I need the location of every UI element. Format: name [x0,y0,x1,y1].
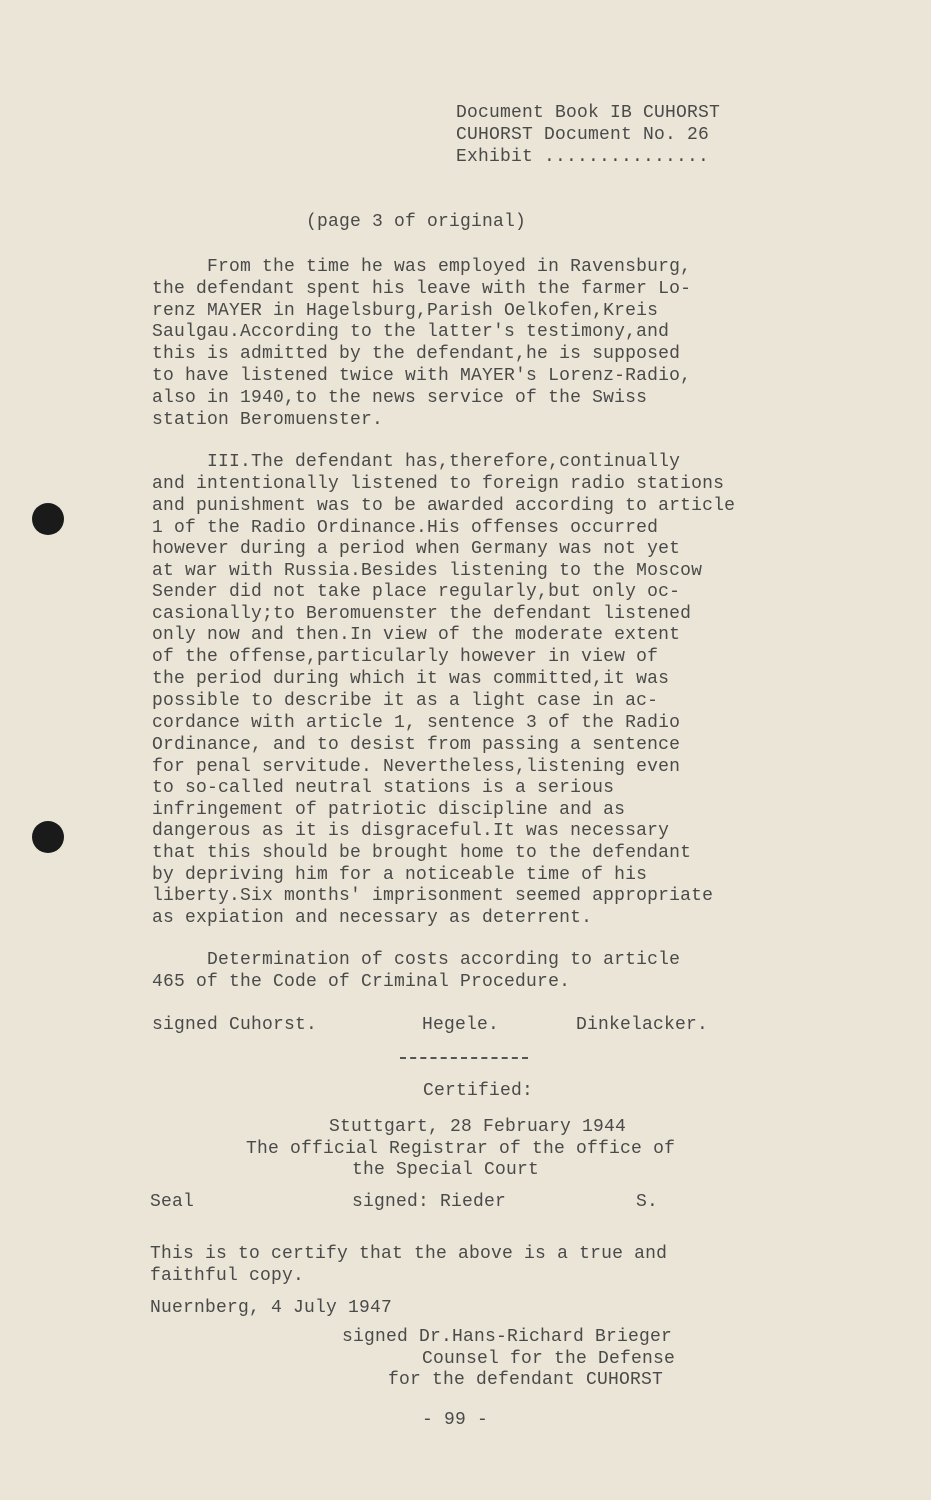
p1-line: Saulgau.According to the latter's testimony,and [152,322,670,342]
p3-line: Determination of costs according to article [152,950,681,970]
p1-line: to have listened twice with MAYER's Lorenz-Radio, [152,366,692,386]
page-number: - 99 - [422,1410,489,1430]
p2-line: Ordinance, and to desist from passing a sentence [152,735,681,755]
certified-registrar: The official Registrar of the office of [246,1139,676,1159]
p2-line: to so-called neutral stations is a serious [152,778,615,798]
p2-line: infringement of patriotic discipline and as [152,800,626,820]
p2-line: 1 of the Radio Ordinance.His offenses occurred [152,518,659,538]
seal-label: Seal [150,1192,195,1212]
certified-court: the Special Court [352,1160,540,1180]
p2-line: for penal servitude. Nevertheless,listening even [152,757,681,777]
certify-place-date: Nuernberg, 4 July 1947 [150,1298,393,1318]
certified-place-date: Stuttgart, 28 February 1944 [329,1117,627,1137]
header-doc-book: Document Book IB CUHORST [456,103,721,123]
p2-line: cordance with article 1, sentence 3 of the Radio [152,713,681,733]
counsel-for: for the defendant CUHORST [388,1370,664,1390]
p2-line: Sender did not take place regularly,but only oc- [152,582,681,602]
p2-line: of the offense,particularly however in view of [152,647,659,667]
signature-hegele: Hegele. [422,1015,500,1035]
p1-line: station Beromuenster. [152,410,384,430]
p1-line: From the time he was employed in Ravensburg, [152,257,692,277]
p1-line: this is admitted by the defendant,he is supposed [152,344,681,364]
p2-line: at war with Russia.Besides listening to the Moscow [152,561,703,581]
page-reference: (page 3 of original) [306,212,527,232]
signature-dinkelacker: Dinkelacker. [576,1015,709,1035]
p2-line: that this should be brought home to the defendant [152,843,692,863]
p2-line: only now and then.In view of the moderate extent [152,625,681,645]
p2-line: liberty.Six months' imprisonment seemed appropriate [152,886,714,906]
header-exhibit: Exhibit ............... [456,147,710,167]
p2-line: however during a period when Germany was not yet [152,539,681,559]
header-doc-number: CUHORST Document No. 26 [456,125,710,145]
p2-line: as expiation and necessary as deterrent. [152,908,593,928]
p1-line: renz MAYER in Hagelsburg,Parish Oelkofen,Kreis [152,301,659,321]
certify-line: This is to certify that the above is a true and [150,1244,668,1264]
certify-line: faithful copy. [150,1266,305,1286]
divider [400,1057,528,1059]
p2-line: and punishment was to be awarded according to article [152,496,736,516]
punch-hole-bottom [32,821,64,853]
signed-rieder: signed: Rieder [352,1192,507,1212]
p1-line: the defendant spent his leave with the farmer Lo- [152,279,692,299]
p2-line: by depriving him for a noticeable time of his [152,865,648,885]
p2-line: III.The defendant has,therefore,continually [152,452,681,472]
p3-line: 465 of the Code of Criminal Procedure. [152,972,571,992]
s-mark: S. [636,1192,659,1212]
counsel-role: Counsel for the Defense [422,1349,676,1369]
punch-hole-top [32,503,64,535]
counsel-signature: signed Dr.Hans-Richard Brieger [342,1327,673,1347]
signature-cuhorst: signed Cuhorst. [152,1015,318,1035]
p2-line: possible to describe it as a light case in ac- [152,691,659,711]
p2-line: casionally;to Beromuenster the defendant listened [152,604,692,624]
p1-line: also in 1940,to the news service of the Swiss [152,388,648,408]
certified-label: Certified: [423,1081,534,1101]
p2-line: dangerous as it is disgraceful.It was necessary [152,821,670,841]
p2-line: the period during which it was committed,it was [152,669,670,689]
p2-line: and intentionally listened to foreign radio stations [152,474,725,494]
